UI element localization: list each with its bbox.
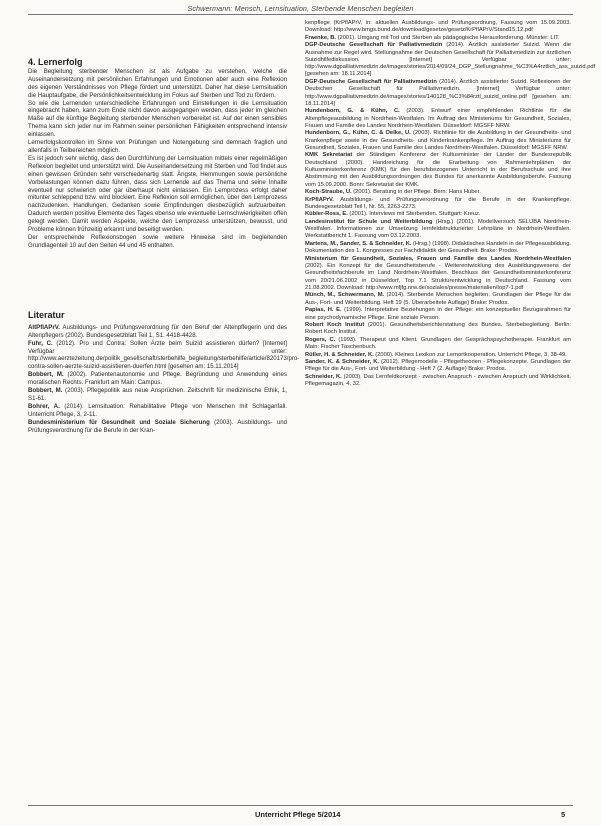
reference-author: Martens, M., Sander, S. & Schneider, K. (305, 240, 412, 247)
reference-author: Robert Koch Institut (305, 321, 365, 328)
reference-entry (305, 337, 571, 352)
left-reference-list (28, 323, 300, 436)
reference-author: Rüller, H. & Schneider, K. (305, 351, 374, 358)
paragraph-2: So wie die Lernenden unterschiedliche Erfahrungen und Einstellungen in die Lernsituation eingebracht haben, kann zum Ende nicht davon ausgegangen werden, dass jeder im gleichen Maße auf die künftige Begleitung sterbender Menschen vorbereitet ist. Auf der einen sensibles Thema kann sich jeder nur im Rahmen seiner persönlichen Fähigkeiten entsprechend intensiv einlassen. (28, 99, 287, 139)
right-column (305, 20, 596, 389)
paragraph-4: Es ist jedoch sehr wichtig, dass den Durchführung der Lernsituation mittels einer regelmäßigen Reflexion begleitet und unterstützt wird. Die Auseinandersetzung mit Sterben und Tod findet aus einen gewissen Gründen sehr verschiedenartig statt. Ängste, Hemmungen sowie persönliche Vorbelastungen können dazu führen, dass sich Lernende auf das Thema und seine Inhalte eventuell nur schwierich oder gar überhaupt nicht einlassen. Ein Lernprozess erfolgt daher mitunter schleppend bzw. wird blockiert. Eine Reflexion soll ermöglichen, über den Lernprozess nachzudenken. Handlungen, Gedanken sowie Empfindungen diesbezüglich aufzuarbeiten. Dadurch werden positive Elemente des Tages ebenso wie eventuelle Lernschwierigkeiten offen gelegt werden. Damit werden Aspekte, welche den Lernprozess unterstützen, bewusst, und Probleme können frühzeitig erkannt und beseitigt werden. (28, 154, 287, 234)
reference-author: KMK Sekretariat (305, 152, 353, 159)
reference-entry (305, 359, 571, 374)
reference-author: Hundenborn, G. & Kühn, C. (305, 108, 400, 115)
header-rule (28, 14, 573, 15)
left-column (28, 24, 300, 435)
reference-text: (2014). Sterbende Menschen begleiten. Grundlagen der Pflege für die Aus-, Fort- und Weiterbildung. Heft 19 (5. Überarbeitete Auflage) Brake: Prodos. (305, 292, 571, 306)
reference-text: (2002). Ein Konzept für die Gesundheitsberufe - Weiterentwicklung des Ausbildungswesens der Gesundheitsfachberufe im Land Nordrhein-Westfalen. Beschluss der Gesundheitsministerkonferenz vom 20/21.06.2002 in Düsseldorf, Top 7.1 Strukturentwicklung in Deutschland. Fassung vom 21.08.2002. Download: http://www.mfjfg.nrw.de/soziales/presse/materialien/top7-1.pdf (305, 263, 571, 291)
right-reference-list (305, 20, 596, 388)
reference-entry (28, 419, 287, 435)
reference-text: (2003). Pflegepolitik aus neue Ansprüchen. Zeitschrift für medizinische Ethik, 1, S1-61. (28, 387, 287, 403)
reference-author: Bohrer, A. (28, 403, 60, 411)
reference-author: Münch, M., Schwermann, M. (305, 292, 385, 299)
reference-author: DGP-Deutsche Gesellschaft für Palliativmedizin (305, 78, 437, 85)
reference-entry (305, 322, 571, 337)
reference-text: (2003). Ausbildungs- und Prüfungsverordnung für die Berufe in der Kran- (28, 419, 287, 435)
reference-text: (2012). Pro und Contra: Sollen Ärzte beim Suizid assistieren dürfen? [Internet] Verfügbar unter: http://www.aerztezeitung.de/politik_gesellschaft/sterbehilfe_begleitung/sterbehilfe/article/820173/pro-contra-sollen-aerzte-suizid-assistieren-duerfen.html [gesehen am: 15.11.2014] (28, 339, 300, 371)
reference-entry (28, 339, 300, 372)
reference-author: Bobbert, M. (28, 371, 64, 379)
reference-entry (305, 79, 571, 108)
reference-entry (305, 130, 571, 152)
footer-rule (28, 805, 573, 806)
reference-text: kenpflege (KrPflAPrV, in: aktuellen Ausbildungs- und Prüfungsordnung, Fassung vom 15.09.2003. Download: http://www.bmgs.bund.de/download/gesetze/gesetz/KrPflAPrV/Stand15.12.pdf (305, 20, 571, 34)
reference-author: Landesinstitut für Schule und Weiterbildung (305, 218, 433, 225)
reference-text: Ausbildungs- und Prüfungsverordnung für den Beruf der Altenpflegerin und des Altenpflegers (2002). Bundesgesetzblatt Teil 1, S1. 4418-4428. (28, 323, 287, 339)
reference-text: (2012). Pflegemodelle - Pflegetheorien - Pflegekonzepte. Grundlagen der Pflege für die Aus-, Fort- und Weiterbildung - Heft 7 (2. Auflage) Brake: Prodos. (305, 359, 571, 373)
reference-text: der Ständigen Konferenz der Kultusminister der Länder der Bundesrepublik Deutschland (2000). Handreichung für die Erarbeitung von Rahmenlehrplänen der Kultusministerkonferenz (KMK) für den berufsbezogenen Unterricht in der Berufsschule und ihre Abstimmung mit den Ausbildungsordnungen des Bundes für anerkannte Ausbildungsberufe. Fassung vom 15.09.2000. Bonn: Sekretariat der KMK. (305, 152, 571, 188)
reference-text: (2001). Beratung in der Pflege. Bern: Hans Huber. (351, 189, 481, 196)
reference-entry (305, 20, 571, 35)
paragraph-3: Lernerfolgskontrollen im Sinne von Prüfungen und Notengebung sind demnach fraglich und allenfalls in Teilbereichen möglich. (28, 139, 287, 154)
reference-author: Papias, H. E. (305, 307, 342, 314)
reference-entry (305, 152, 571, 188)
reference-author: Schneider, K. (305, 373, 342, 380)
reference-author: Hundenborn, G., Kühn, C. & Oelke, U. (305, 130, 411, 137)
reference-entry (28, 387, 287, 403)
reference-entry (305, 219, 571, 241)
reference-text: (2003). Entwurf einer empfehlenden Richtlinie für die Altenpflegeausbildung in Nordrhein-Westfalen. Im Auftrag des Ministeriums für Gesundheit, Soziales, Frauen und Familie des Landes Nordrhein-Westfalen. Düsseldorf: MGSFF NRW. (305, 108, 572, 129)
reference-author: DGP-Deutsche Gesellschaft für Palliativmedizin (305, 42, 443, 49)
reference-entry (28, 371, 287, 387)
reference-author: AltPflAPrV. (28, 323, 60, 331)
reference-text: (Hrsg.) (2001). Modellversuch SELUBA Nordrhein-Westfalen. Informationen zur Umsetzung lernfeldstrukturierter Lehrpläne in Nordrhein-Westfalen. Werkstattbericht 1. Fassung vom 03.12.2003. (305, 218, 572, 240)
reference-entry (305, 197, 571, 212)
reference-entry (305, 108, 571, 130)
reference-text: (2001). Interviews mit Sterbenden. Stuttgart: Kreuz. (347, 211, 481, 218)
reference-author: KrPflAPrV. (305, 196, 334, 203)
reference-author: Kübler-Ross, E. (305, 211, 348, 218)
reference-text: (2014). Ärztlich assistierter Suizid. Wenn die Ausnahme zur Regel wird. Stellungnahme der Deutschen Gesellschaft für Palliativmedizin zur ärztlichen Suizidhilfediskussion. [Internet] Verfügbar unter: http://www.dgpalliativmedizin.de/images/stories/2014/09/24_DGP_Stellungnahme_%C3%A4rztlich_ass_suizid.pdf [gesehen am: 18.11.2014] (305, 42, 596, 78)
paragraph-1: Die Begleitung sterbender Menschen ist als Aufgabe zu verstehen, welche die Auseinandersetzung mit persönlichen Erfahrungen und Emotionen aber auch eine Reflexion des eigenen Verständnisses von Pflege fördert und unterstützt. Daher hat diese Lernsituation die Hauptaufgabe, die Persönlichkeitsentwicklung im Fokus auf Sterben und Tod zu fördern. (28, 67, 287, 99)
paragraph-5: Der entsprechende Reflexionsbogen sowie weitere Hinweise sind im begleitenden Grundlagenteil 10 auf den Seiten 44 und 45 enthalten. (28, 233, 287, 249)
reference-entry (28, 324, 287, 340)
reference-text: (1993). Therapeut und Klient. Grundlagen der Gesprächspsychotherapie. Frankfurt am Main: Fischer Taschenbuch. (305, 336, 571, 351)
journal-footer: Unterricht Pflege 5/2014 (255, 810, 341, 819)
reference-author: Rogers, C. (305, 336, 336, 343)
reference-text: (2014). Lernsituation: Rehabilitative Pflege von Menschen mit Schlaganfall. Unterricht Pflege, 3, 2-11. (28, 403, 287, 419)
running-header: Schwermann: Mensch, Lernsituation, Sterbende Menschen begleiten (187, 4, 414, 13)
reference-author: Ministerium für Gesundheit, Soziales, Frauen und Familie des Landes Nordrhein-Westfalen (305, 255, 571, 262)
reference-entry (28, 403, 287, 419)
reference-text: (2014). Ärztlich assistierter Suizid. Reflexionen der Deutschen Gesellschaft für Palliativmedizin. [Internet] Verfügbar unter: http://www.dgpalliativmedizin.de/images/stories/140128_%C3%84rztl_suizid_online.pdf [gesehen am: 18.11.2014] (305, 78, 571, 107)
reference-text: (2003). Das Lernfeldkonzept - zwischen Anspruch - zwischen Anspruch und Wirklichkeit. Pflegemagazin, 4, 32. (305, 373, 571, 388)
reference-text: (2003). Richtlinie für die Ausbildung in der Gesundheits- und Krankenpflege sowie in der Gesundheits- und Kinderkrankenpflege. Im Auftrag des Ministeriums für Gesundheit, Soziales, Frauen und Familie des Landes Nordrhein-Westfalen. Düsseldorf: MGSFF NRW. (305, 130, 571, 151)
reference-entry (305, 211, 571, 218)
reference-author: Koch-Straube, U. (305, 189, 352, 196)
reference-entry (305, 352, 571, 359)
reference-text: (1999). Interpretative Beziehungen in der Pflege: ein konzeptueller Bezugsrahmen für eine psychodynamische Pflege. Eine soziale Person. (305, 307, 572, 321)
reference-entry (305, 42, 596, 78)
reference-author: Bundesministerium für Gesundheit und Soziale Sicherung (28, 419, 210, 427)
reference-text: (2001). Umgang mit Tod und Sterben als pädagogische Herausforderung. Münster: LIT. (336, 34, 560, 41)
reference-text: (2001). Gesundheitsberichterstattung des Bundes. Sterbebegleitung. Berlin: Robert Koch Institut. (305, 321, 571, 336)
reference-author: Sander, K. & Schneider, K. (305, 359, 379, 366)
literature-heading: Literatur (28, 309, 65, 320)
reference-text: (Hrsg.) (1998). Didaktisches Handeln in der Pflegeausbildung. Dokumentation des 1. Kongresses zur Fachdidaktik der Gesundheit. Brake: Prodos. (305, 240, 571, 255)
section-heading: 4. Lernerfolg (28, 57, 83, 67)
reference-entry (305, 292, 571, 307)
reference-entry (305, 374, 571, 389)
reference-entry (305, 307, 571, 322)
reference-author: Fuhr, C. (28, 339, 53, 347)
reference-text: Ausbildungs- und Prüfungsverordnung für die Berufe in der Krankenpflege. Bundesgesetzblatt Teil I, Nr. 55, 2263-2273. (305, 196, 571, 210)
reference-author: Bobbert, M. (28, 387, 63, 395)
reference-entry (305, 241, 571, 256)
reference-text: (2002). Patientenautonomie und Pflege. Begründung und Anwendung eines moralischen Rechts. Frankfurt am Main: Campus. (28, 371, 287, 387)
reference-author: Fraenke, B. (305, 34, 336, 41)
page-number: 5 (561, 810, 566, 819)
reference-entry (305, 256, 571, 292)
reference-text: (2000). Kleines Lexikon zur Lernortkooperation. Unterricht Pflege, 3, 38-49. (373, 351, 567, 358)
reference-entry (305, 35, 571, 42)
reference-entry (305, 189, 571, 196)
